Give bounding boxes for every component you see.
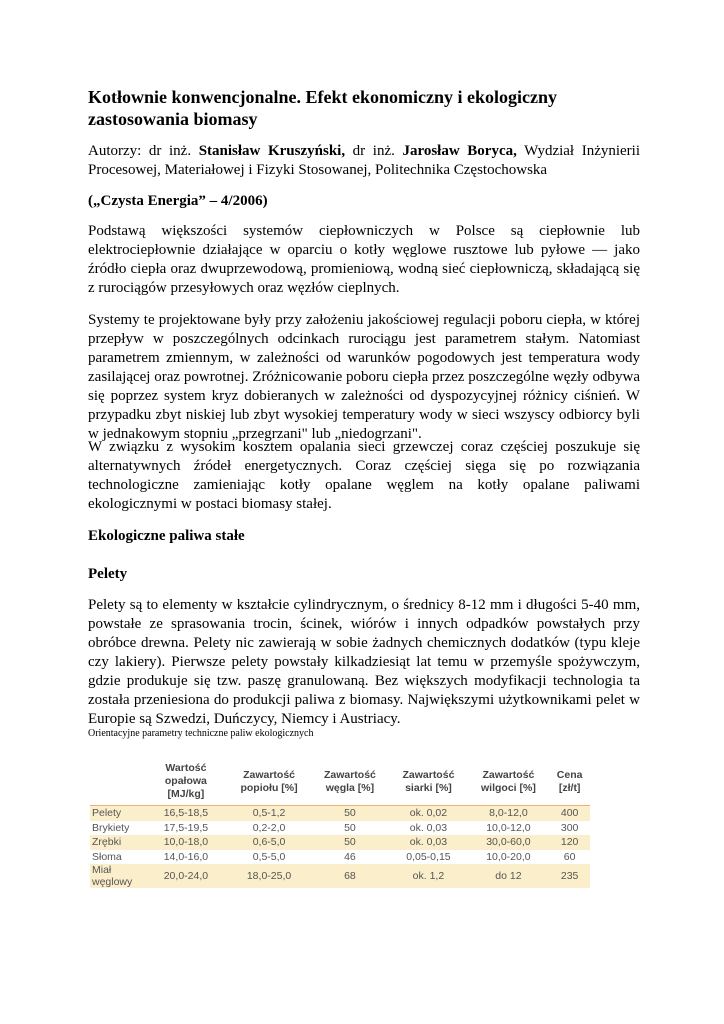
table-cell: 68 xyxy=(310,864,389,888)
fuel-name: Słoma xyxy=(92,850,122,863)
table-cell: 400 xyxy=(549,806,590,821)
column-header: Cena [zł/t] xyxy=(549,760,590,806)
table-cell: 50 xyxy=(344,821,356,834)
table-cell: ok. 1,2 xyxy=(389,864,467,888)
table-cell: 20,0-24,0 xyxy=(144,864,227,888)
table-cell: 0,6-5,0 xyxy=(228,835,311,850)
table-cell: 50 xyxy=(310,835,389,850)
table-cell: 0,5-5,0 xyxy=(252,850,286,863)
column-header xyxy=(90,760,144,806)
table-cell: 10,0-18,0 xyxy=(144,835,227,850)
table-cell: 0,2-2,0 xyxy=(252,821,286,834)
table-cell: ok. 0,03 xyxy=(389,835,467,850)
table-row xyxy=(90,864,590,888)
citation: („Czysta Energia” – 4/2006) xyxy=(88,193,268,209)
paragraph-2: Systemy te projektowane były przy założeniu jakościowej regulacji poboru ciepła, w której przepływ w poszczególnych odcinkach rurociągu jest parametrem stałym. Natomiast parametrem zmiennym, w zależności od warunków pogodowych jest temperatura wody zasilającej oraz powrotnej. Zróżnicowanie poboru ciepła przez poszczególne węzły odbywa się poprzez system kryz dobieranych w zależności od dyspozycyjnej różnicy ciśnień. W przypadku zbyt niskiej lub zbyt wysokiej temperatury wody w sieci wszyscy odbiorcy byli w jednakowym stopniu „przegrzani" lub „niedogrzani". xyxy=(88,312,640,442)
table-cell: do 12 xyxy=(468,864,550,888)
table-row xyxy=(90,835,590,850)
table-cell: 8,0-12,0 xyxy=(468,806,550,821)
column-header: Wartość opałowa [MJ/kg] xyxy=(144,760,227,806)
subsection-heading: Pelety xyxy=(88,566,128,582)
table-cell: 120 xyxy=(549,835,590,850)
column-header: Zawartość węgla [%] xyxy=(310,760,389,806)
author-1: Stanisław Kruszyński, xyxy=(198,143,346,159)
paragraph-4: Pelety są to elementy w kształcie cylindrycznym, o średnicy 8-12 mm i długości 5-40 mm, powstałe ze sprasowania trocin, ścinek, wiórów i innych odpadków powstałych przy obróbce drewna. Pelety nic zawierają w sobie żadnych chemicznych dodatków (typu kleje czy lakiery). Pierwsze pelety powstały kilkadziesiąt lat temu w przemyśle spożywczym, gdzie produkuje się tzw. paszę granulowaną. Bez większych modyfikacji technologia ta została przeniesiona do produkcji paliwa z biomasy. Największymi użytkownikami pelet w Europie są Szwedzi, Duńczycy, Niemcy i Austriacy. xyxy=(88,597,640,727)
table-cell: 46 xyxy=(344,850,356,863)
column-header: Zawartość popiołu [%] xyxy=(228,760,311,806)
table-row xyxy=(90,850,590,865)
table-cell: 30,0-60,0 xyxy=(468,835,550,850)
section-heading: Ekologiczne paliwa stałe xyxy=(88,528,245,544)
table-cell: 17,5-19,5 xyxy=(163,821,209,834)
fuel-name: Miał węglowy xyxy=(90,864,144,888)
authors xyxy=(88,142,640,180)
authors-prefix: Autorzy: dr inż. xyxy=(88,143,199,159)
table-cell: 10,0-12,0 xyxy=(486,821,531,834)
article-title: Kotłownie konwencjonalne. Efekt ekonomiczny i ekologiczny zastosowania biomasy xyxy=(88,87,557,129)
table-cell: ok. 0,03 xyxy=(409,821,448,834)
author-2: Jarosław Boryca, xyxy=(402,143,517,159)
table-row xyxy=(90,806,590,821)
table-cell: 300 xyxy=(560,821,579,834)
table-cell: 18,0-25,0 xyxy=(228,864,311,888)
table-cell: 60 xyxy=(563,850,576,863)
fuel-name: Pelety xyxy=(90,806,144,821)
table-cell: 14,0-16,0 xyxy=(163,850,209,863)
fuel-parameters-table xyxy=(90,760,590,888)
fuel-name: Zrębki xyxy=(90,835,144,850)
table-cell: 235 xyxy=(549,864,590,888)
column-header: Zawartość wilgoci [%] xyxy=(468,760,550,806)
paragraph-1: Podstawą większości systemów ciepłowniczych w Polsce są ciepłownie lub elektrociepłownie działające w oparciu o kotły węglowe rusztowe lub pyłowe — jako źródło ciepła oraz dwuprzewodową, promieniową, wodną sieć ciepłowniczą, składającą się z rurociągów przesyłowych oraz węzłów cieplnych. xyxy=(88,223,640,296)
table-cell: ok. 0,02 xyxy=(389,806,467,821)
table-header-row xyxy=(90,760,590,806)
column-header: Zawartość siarki [%] xyxy=(389,760,467,806)
table-row xyxy=(90,821,590,836)
paragraph-3: W związku z wysokim kosztem opalania sieci grzewczej coraz częściej poszukuje się alternatywnych źródeł energetycznych. Coraz częściej sięga się po rozwiązania technologiczne zamieniając kotły opalane węglem na kotły opalane paliwami ekologicznymi w postaci biomasy stałej. xyxy=(88,439,640,512)
table-cell: 0,05-0,15 xyxy=(406,850,451,863)
fuel-name: Brykiety xyxy=(92,821,130,834)
table-cell: 10,0-20,0 xyxy=(486,850,531,863)
table-cell: 16,5-18,5 xyxy=(144,806,227,821)
table-cell: 50 xyxy=(310,806,389,821)
affiliation: Wydział Inżynierii Procesowej, Materiałowej i Fizyki Stosowanej, Politechnika Częstochowska xyxy=(88,143,641,178)
table-caption: Orientacyjne parametry techniczne paliw ekologicznych xyxy=(88,728,314,739)
authors-mid: dr inż. xyxy=(345,143,403,159)
table-cell: 0,5-1,2 xyxy=(228,806,311,821)
